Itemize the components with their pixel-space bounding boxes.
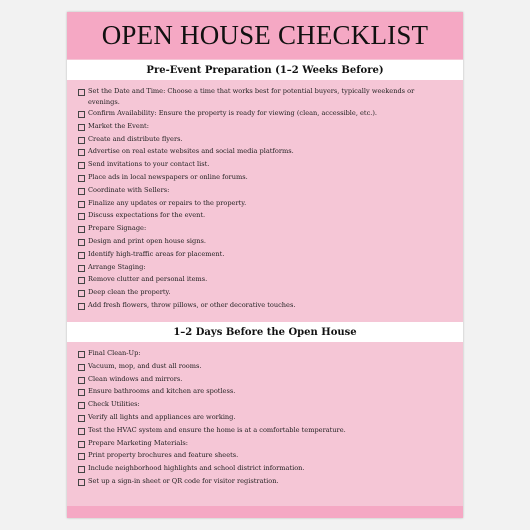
checkbox[interactable] (78, 389, 85, 396)
checklist-item (78, 274, 448, 287)
checklist-item (78, 463, 448, 476)
checklist-item-text: Finalize any updates or repairs to the property. (88, 198, 247, 207)
checkbox[interactable] (78, 290, 85, 297)
checklist-item-text: Discuss expectations for the event. (88, 211, 206, 220)
checkbox[interactable] (78, 265, 85, 272)
checklist-sheet (67, 12, 463, 518)
checkbox[interactable] (78, 277, 85, 284)
checklist-item-text: Check Utilities: (88, 400, 140, 409)
pre-event-checklist (78, 86, 448, 313)
checklist-item-text: Add fresh flowers, throw pillows, or other decorative touches. (88, 300, 296, 309)
checklist-item-text: Ensure bathrooms and kitchen are spotless. (88, 387, 236, 396)
checkbox[interactable] (78, 201, 85, 208)
checkbox[interactable] (78, 377, 85, 384)
checklist-item-text: Design and print open house signs. (88, 236, 206, 245)
checkbox[interactable] (78, 149, 85, 156)
checklist-item-text: Final Clean-Up: (88, 349, 141, 357)
checklist-item (78, 172, 448, 185)
checkbox[interactable] (78, 239, 85, 246)
checklist-item (78, 386, 448, 399)
checklist-item (78, 374, 448, 387)
checklist-item-text: Verify all lights and appliances are working. (88, 412, 236, 421)
checkbox[interactable] (78, 188, 85, 195)
checklist-item-text: Clean windows and mirrors. (88, 374, 183, 383)
checklist-item (78, 134, 448, 147)
checklist-item (78, 185, 448, 198)
checkbox[interactable] (78, 415, 85, 422)
checkbox[interactable] (78, 124, 85, 131)
checklist-item (78, 223, 448, 236)
checklist-item-text: Arrange Staging: (88, 262, 146, 271)
checkbox[interactable] (78, 89, 85, 96)
checklist-item-text: Place ads in local newspapers or online forums. (88, 172, 248, 181)
checklist-item (78, 412, 448, 425)
checkbox[interactable] (78, 252, 85, 259)
checkbox[interactable] (78, 303, 85, 310)
checkbox[interactable] (78, 226, 85, 233)
checklist-item (78, 108, 448, 121)
section-heading-days-before: 1–2 Days Before the Open House (67, 322, 463, 342)
checkbox[interactable] (78, 453, 85, 460)
checklist-item-text: Set up a sign-in sheet or QR code for visitor registration. (88, 476, 279, 485)
checkbox[interactable] (78, 441, 85, 448)
footer-band (67, 506, 463, 518)
checkbox[interactable] (78, 364, 85, 371)
checklist-item (78, 236, 448, 249)
checkbox[interactable] (78, 111, 85, 118)
checklist-item (78, 262, 448, 275)
checklist-item (78, 300, 448, 313)
checklist-item (78, 146, 448, 159)
checklist-item (78, 450, 448, 463)
checkbox[interactable] (78, 466, 85, 473)
checklist-item-text: Coordinate with Sellers: (88, 185, 170, 194)
checklist-item (78, 210, 448, 223)
checklist-item-text: Set the Date and Time: Choose a time that works best for potential buyers, typically weekends or evenings. (88, 87, 415, 106)
checklist-item (78, 159, 448, 172)
checklist-item-text: Prepare Marketing Materials: (88, 438, 188, 447)
checklist-item-text: Test the HVAC system and ensure the home is at a comfortable temperature. (88, 425, 346, 434)
checklist-item-text: Send invitations to your contact list. (88, 160, 210, 169)
checklist-item (78, 399, 448, 412)
checklist-item-text: Prepare Signage: (88, 224, 147, 233)
checkbox[interactable] (78, 479, 85, 486)
checklist-item-text: Confirm Availability: Ensure the property is ready for viewing (clean, accessible, etc.). (88, 109, 378, 117)
checklist-item-text: Identify high-traffic areas for placement. (88, 249, 225, 258)
page-title: OPEN HOUSE CHECKLIST (67, 12, 463, 59)
checkbox[interactable] (78, 213, 85, 220)
checklist-item-text: Market the Event: (88, 121, 149, 130)
checklist-item (78, 198, 448, 211)
checklist-item (78, 425, 448, 438)
days-before-checklist (78, 348, 448, 489)
section-heading-pre-event: Pre-Event Preparation (1–2 Weeks Before) (67, 60, 463, 80)
checkbox[interactable] (78, 175, 85, 182)
checklist-item (78, 438, 448, 451)
checklist-item-text: Print property brochures and feature sheets. (88, 451, 239, 460)
checkbox[interactable] (78, 162, 85, 169)
checklist-item (78, 121, 448, 134)
checklist-item-text: Remove clutter and personal items. (88, 275, 208, 284)
checklist-item (78, 476, 448, 489)
checkbox[interactable] (78, 137, 85, 144)
checklist-item-text: Advertise on real estate websites and social media platforms. (88, 147, 294, 156)
checklist-item-text: Include neighborhood highlights and school district information. (88, 464, 305, 473)
checklist-item (78, 348, 448, 361)
checklist-item (78, 86, 448, 108)
checkbox[interactable] (78, 428, 85, 435)
checklist-item (78, 249, 448, 262)
checkbox[interactable] (78, 402, 85, 409)
checklist-item-text: Deep clean the property. (88, 288, 171, 297)
checklist-item (78, 361, 448, 374)
checklist-item-text: Vacuum, mop, and dust all rooms. (88, 361, 202, 370)
checklist-item-text: Create and distribute flyers. (88, 134, 183, 143)
checklist-item (78, 287, 448, 300)
checkbox[interactable] (78, 351, 85, 358)
